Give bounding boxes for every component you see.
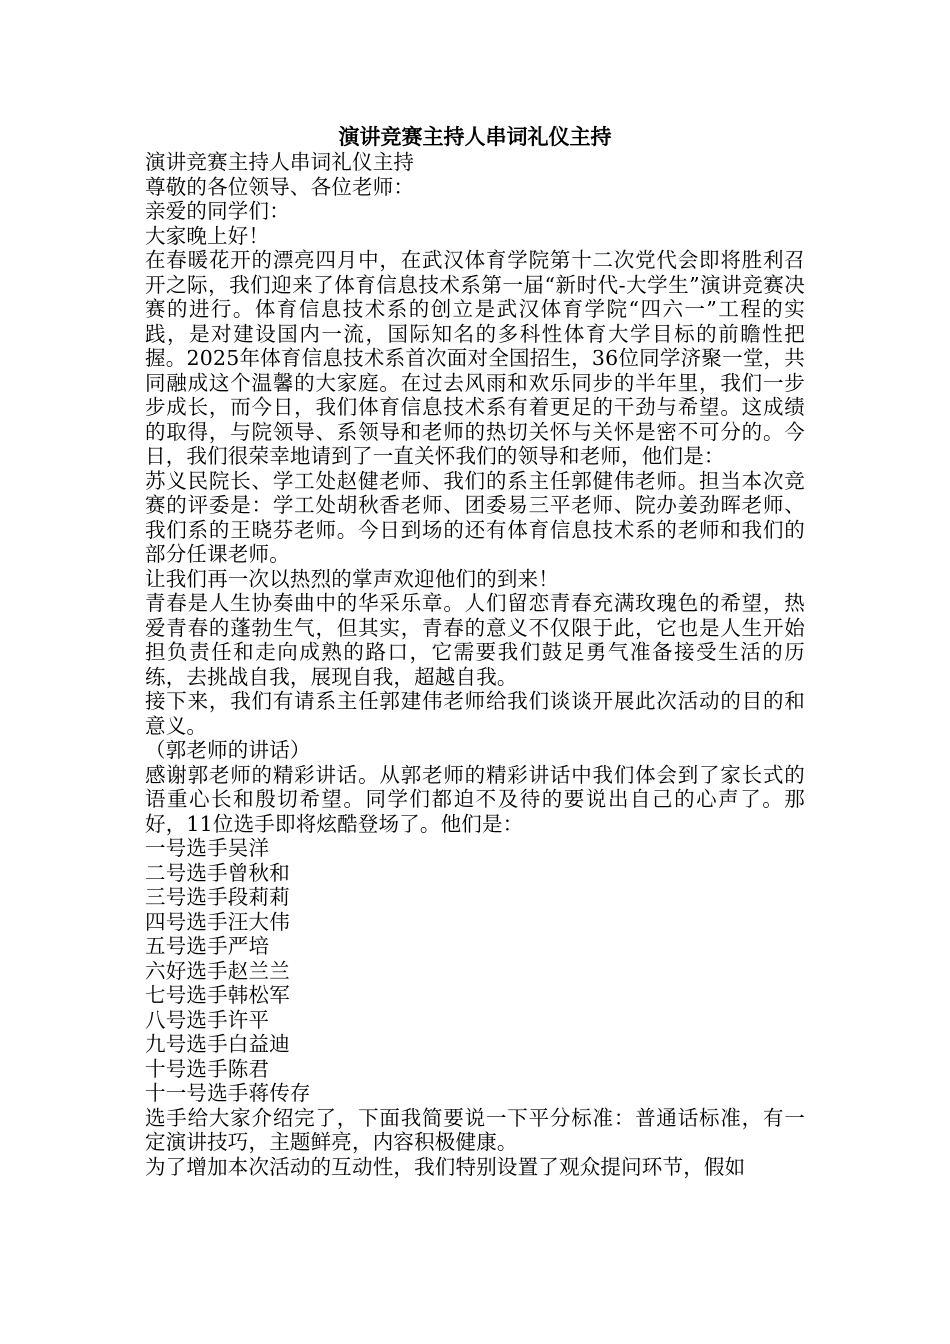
body-paragraph: 十号选手陈君 xyxy=(145,1056,270,1081)
body-paragraph: 演讲竞赛主持人串词礼仪主持 xyxy=(145,150,415,174)
body-paragraph: 青春是人生协奏曲中的华采乐章。人们留恋青春充满玫瑰色的希望，热爱青春的蓬勃生气，但其实，青春的意义不仅限于此，它也是人生开始担负责任和走向成熟的路口，它需要我们鼓足勇气准备接受生活的历练，去挑战自我，展现自我，超越自我。 xyxy=(145,591,805,689)
document-body xyxy=(145,150,805,1179)
body-paragraph: 七号选手韩松军 xyxy=(145,983,290,1007)
body-paragraph: 接下来，我们有请系主任郭建伟老师给我们谈谈开展此次活动的目的和意义。 xyxy=(145,689,805,738)
body-paragraph: 九号选手白益迪 xyxy=(145,1032,290,1056)
document-title: 演讲竞赛主持人串词礼仪主持 xyxy=(338,124,612,149)
body-paragraph: （郭老师的讲话） xyxy=(145,738,311,762)
body-paragraph: 八号选手许平 xyxy=(145,1007,270,1032)
body-paragraph: 感谢郭老师的精彩讲话。从郭老师的精彩讲话中我们体会到了家长式的语重心长和殷切希望。同学们都迫不及待的要说出自己的心声了。那好，11位选手即将炫酷登场了。他们是： xyxy=(145,762,805,836)
body-paragraph: 二号选手曾秋和 xyxy=(145,860,290,885)
body-paragraph: 亲爱的同学们： xyxy=(145,199,290,223)
body-paragraph: 选手给大家介绍完了，下面我简要说一下平分标准：普通话标准，有一定演讲技巧，主题鲜亮，内容积极健康。 xyxy=(145,1105,805,1154)
body-paragraph: 为了增加本次活动的互动性，我们特别设置了观众提问环节，假如 xyxy=(145,1154,746,1179)
body-paragraph: 让我们再一次以热烈的掌声欢迎他们的到来！ xyxy=(145,566,559,591)
body-paragraph: 一号选手吴洋 xyxy=(145,836,270,860)
body-paragraph: 六好选手赵兰兰 xyxy=(145,958,290,983)
body-paragraph: 在春暖花开的漂亮四月中，在武汉体育学院第十二次党代会即将胜利召开之际，我们迎来了体育信息技术系第一届“新时代-大学生”演讲竞赛决赛的进行。体育信息技术系的创立是武汉体育学院“四六一”工程的实践，是对建设国内一流，国际知名的多科性体育大学目标的前瞻性把握。2025年体育信息技术系首次面对全国招生，36位同学济聚一堂，共同融成这个温馨的大家庭。在过去风雨和欢乐同步的半年里，我们一步步成长，而今日，我们体育信息技术系有着更足的干劲与希望。这成绩的取得，与院领导、系领导和老师的热切关怀与关怀是密不可分的。今日，我们很荣幸地请到了一直关怀我们的领导和老师，他们是： xyxy=(145,248,805,468)
body-paragraph: 大家晚上好！ xyxy=(145,223,270,248)
body-paragraph: 苏义民院长、学工处赵健老师、我们的系主任郭健伟老师。担当本次竞赛的评委是：学工处胡秋香老师、团委易三平老师、院办姜劲晖老师、我们系的王晓芬老师。今日到场的还有体育信息技术系的老师和我们的部分任课老师。 xyxy=(145,468,805,566)
body-paragraph: 五号选手严培 xyxy=(145,934,270,958)
body-paragraph: 尊敬的各位领导、各位老师： xyxy=(145,174,415,199)
body-paragraph: 三号选手段莉莉 xyxy=(145,885,290,909)
body-paragraph: 十一号选手蒋传存 xyxy=(145,1081,311,1105)
body-paragraph: 四号选手汪大伟 xyxy=(145,909,290,934)
